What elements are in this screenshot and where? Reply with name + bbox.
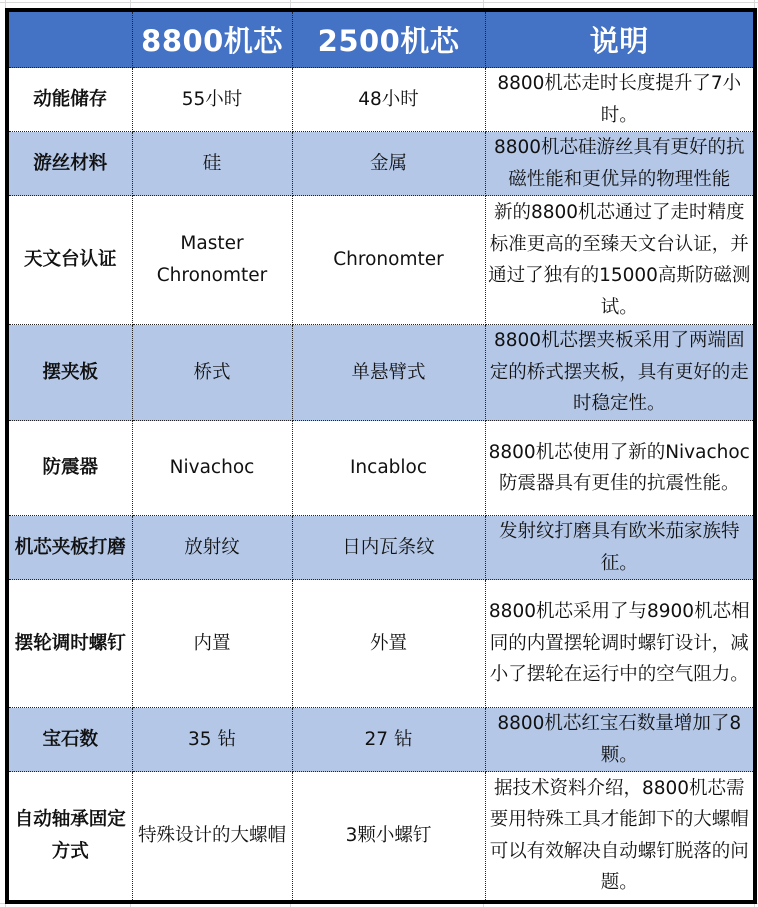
- value-8800: 特殊设计的大螺帽: [132, 772, 292, 902]
- table-row-chronometer-certification: [7, 196, 755, 325]
- description-cell: 8800机芯摆夹板采用了两端固定的桥式摆夹板，具有更好的走时稳定性。: [485, 325, 755, 421]
- description-cell: 发射纹打磨具有欧米茄家族特征。: [485, 516, 755, 580]
- feature-label: 防震器: [7, 421, 132, 516]
- table-row-rotor-fixing: [7, 772, 755, 902]
- table-row-hairspring-material: [7, 132, 755, 196]
- feature-label: 摆轮调时螺钉: [7, 580, 132, 708]
- feature-label: 动能储存: [7, 68, 132, 132]
- value-2500: 单悬臂式: [292, 325, 485, 421]
- description-cell: 8800机芯走时长度提升了7小时。: [485, 68, 755, 132]
- value-2500: Chronomter: [292, 196, 485, 325]
- value-2500: 27 钻: [292, 708, 485, 772]
- value-8800: 放射纹: [132, 516, 292, 580]
- value-8800: 55小时: [132, 68, 292, 132]
- value-8800: 硅: [132, 132, 292, 196]
- value-2500: 3颗小螺钉: [292, 772, 485, 902]
- description-cell: 新的8800机芯通过了走时精度标准更高的至臻天文台认证，并通过了独有的15000高斯防磁测试。: [485, 196, 755, 325]
- description-cell: 8800机芯硅游丝具有更好的抗磁性能和更优异的物理性能: [485, 132, 755, 196]
- feature-label: 自动轴承固定方式: [7, 772, 132, 902]
- value-8800: 35 钻: [132, 708, 292, 772]
- header-row: [7, 10, 755, 68]
- movement-comparison-table: [5, 8, 757, 904]
- value-2500: 外置: [292, 580, 485, 708]
- value-8800: Nivachoc: [132, 421, 292, 516]
- description-cell: 8800机芯采用了与8900机芯相同的内置摆轮调时螺钉设计，减小了摆轮在运行中的空气阻力。: [485, 580, 755, 708]
- value-2500: 金属: [292, 132, 485, 196]
- table-row-balance-screws: [7, 580, 755, 708]
- table-row-shock-absorber: [7, 421, 755, 516]
- header-corner-cell: [7, 10, 132, 68]
- value-2500: 日内瓦条纹: [292, 516, 485, 580]
- value-2500: Incabloc: [292, 421, 485, 516]
- header-8800-movement: 8800机芯: [132, 10, 292, 68]
- header-description: 说明: [485, 10, 755, 68]
- value-8800: 桥式: [132, 325, 292, 421]
- feature-label: 天文台认证: [7, 196, 132, 325]
- value-8800: 内置: [132, 580, 292, 708]
- feature-label: 机芯夹板打磨: [7, 516, 132, 580]
- table-row-balance-bridge: [7, 325, 755, 421]
- description-cell: 8800机芯红宝石数量增加了8颗。: [485, 708, 755, 772]
- table-row-jewel-count: [7, 708, 755, 772]
- feature-label: 游丝材料: [7, 132, 132, 196]
- table-row-plate-finishing: [7, 516, 755, 580]
- description-cell: 据技术资料介绍，8800机芯需要用特殊工具才能卸下的大螺帽可以有效解决自动螺钉脱落的问题。: [485, 772, 755, 902]
- feature-label: 摆夹板: [7, 325, 132, 421]
- table-row-power-reserve: [7, 68, 755, 132]
- header-2500-movement: 2500机芯: [292, 10, 485, 68]
- feature-label: 宝石数: [7, 708, 132, 772]
- description-cell: 8800机芯使用了新的Nivachoc防震器具有更佳的抗震性能。: [485, 421, 755, 516]
- value-8800: Master Chronomter: [132, 196, 292, 325]
- value-2500: 48小时: [292, 68, 485, 132]
